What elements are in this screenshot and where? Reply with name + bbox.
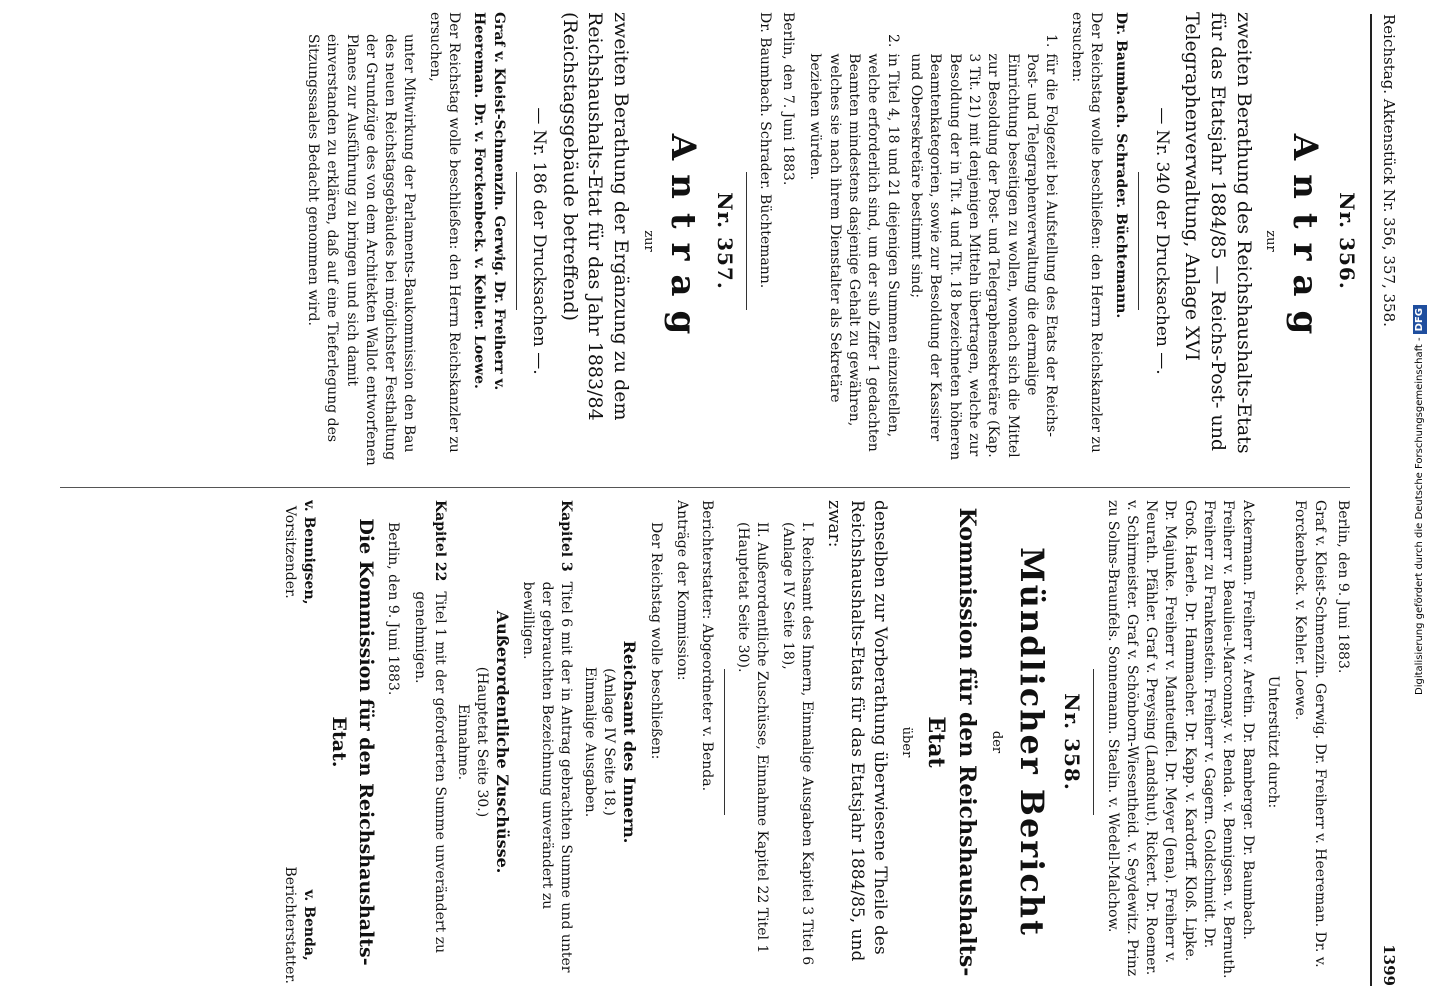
doc356-authors: Dr. Baumbach. Schrader. Büchtemann. [1113, 12, 1130, 319]
doc358-sec2-title: Außerordentliche Zuschüsse. [493, 610, 513, 874]
document-356 [755, 12, 1360, 470]
left-column [10, 12, 1360, 470]
doc358-berichterstatter: Berichterstatter: Abgeordneter v. Benda. [698, 500, 715, 792]
doc358-number: Nr. 358. [1060, 693, 1085, 791]
doc356-intro: Der Reichstag wolle beschließen: den Herrn Reichskanzler zu ersuchen: [1068, 12, 1104, 453]
doc358-kommission: Kommission für den Reichshaushalts-Etat [923, 507, 980, 977]
separator-rule [1093, 669, 1094, 814]
digitization-credit [1406, 0, 1430, 1000]
doc357-authors: Graf v. Kleist-Schmenzin. Gerwig. Dr. Freiherr v. Heereman. Dr. v. Forckenbeck. v. Kehler. Loewe. [471, 12, 507, 391]
doc358-sec1-title: Reichsamt des Innern. [619, 640, 639, 844]
doc358-der: der [989, 730, 1005, 754]
signature-reporter [280, 866, 319, 984]
doc358-closing: Die Kommission für den Reichshaushalts-Etat. [328, 518, 377, 966]
doc356-date: Berlin, den 7. Juni 1883. [780, 12, 797, 186]
dfg-logo: DFG [1413, 305, 1427, 334]
doc358-sec1-sub: (Anlage IV Seite 18.) [600, 668, 617, 816]
doc356-number: Nr. 356. [1335, 192, 1359, 290]
doc358-kapitel-22 [410, 500, 449, 984]
doc357-body: unter Mitwirkung der Parlaments-Baukommission den Bau des neuen Reichstagsgebäudes bei möglichster Festhaltung der Grundzüge des von dem Architekten Wallot entworfenen Planes zur Ausführung zu bringen und sich damit einverstanden zu erklären, daß auf eine Tieferlegung des Sitzungssaales Bedacht genommen wird. [304, 34, 418, 466]
reporter-name: v. Benda, [301, 889, 318, 961]
doc357-title: zweiten Berathung der Ergänzung zu dem Reichshaushalts-Etat für das Jahr 1883/84 (Reichstagsgebäude betreffend) [558, 12, 633, 421]
doc358-sec2-sub2: Einnahme. [454, 703, 471, 781]
doc357-intro: Der Reichstag wolle beschließen: den Herrn Reichskanzler zu ersuchen, [426, 12, 463, 453]
doc357-date: Berlin, den 9. Juni 1883. [1335, 500, 1351, 674]
doc358-list-2: II. Außerordentliche Zuschüsse, Einnahme Kapitel 22 Titel 1 (Hauptetat Seite 30). [735, 522, 771, 954]
doc356-item-1: 1. für die Folgezeit bei Aufstellung des Etats der Reichs-Post- und Telegraphenverwaltung die dermalige Einrichtung beseitigen zu wollen, wonach sich die Mittel zur Besoldung der Post- und Telegraphensekretäre (Kap. 3 Tit. 21) mit denjenigen Mitteln übertragen, welche zur Besoldung der in Tit. 4 und Tit. 18 bezeichneten höheren Beamtenkategorien, sowie zur Besoldung der Kassirer und Obersekretäre bestimmt sind; [906, 12, 1061, 470]
chair-name: v. Bennigsen, [301, 500, 318, 605]
separator-rule [1138, 172, 1139, 309]
doc358-kapitel-3 [517, 500, 575, 984]
doc356-item-2-text: in Titel 4, 18 und 21 diejenigen Summen einzustellen, welche erforderlich sind, um der sub Ziffer 1 gedachten Beamten mindestens dasjenige Gehalt zu gewähren, welches sie nach ihrem Dienstalter als Sekretäre beziehen würden. [807, 53, 901, 452]
doc358-sec2-sub: (Hauptetat Seite 30.) [474, 666, 491, 818]
reporter-role: Berichterstatter. [281, 866, 298, 984]
right-column [10, 500, 1360, 984]
kapitel-22-text: Titel 1 mit der geforderten Summe unverändert zu genehmigen. [412, 591, 448, 954]
doc357-antrag-heading: Antrag [662, 133, 703, 349]
separator-rule [724, 669, 725, 814]
document-358 [280, 500, 1086, 984]
doc358-signatures [280, 500, 319, 984]
document-357 [303, 12, 738, 470]
doc358-list-1: I. Reichsamt des Innern, Einmalige Ausgaben Kapitel 3 Titel 6 (Anlage IV Seite 18), [779, 522, 816, 966]
doc356-subtitle: — Nr. 340 der Drucksachen —. [1151, 107, 1172, 375]
page-number: 1399 [1380, 944, 1398, 986]
doc358-date: Berlin, den 9. Juni 1883. [384, 522, 401, 696]
doc357-signers: Graf v. Kleist-Schmenzin. Gerwig. Dr. Freiherr v. Heereman. Dr. v. Forckenbeck. v. Kehler. Loewe. [1292, 500, 1328, 968]
credit-text: Digitalisierung gefördert durch die Deutsche Forschungsgemeinschaft - [1414, 337, 1425, 695]
doc356-antrag-heading: Antrag [1285, 133, 1326, 349]
doc358-title: denselben zur Vorberathung überwiesene Theile des Reichshaushalts-Etats für das Etatsjahr 1884/85, und zwar: [824, 500, 890, 962]
doc358-ueber: über [898, 726, 914, 758]
kapitel-3-text: Titel 6 mit der in Antrag gebrachten Summe und unter der gebrauchten Bezeichnung unverändert zu bewilligen. [519, 581, 575, 973]
doc358-intro: Der Reichstag wolle beschließen: [648, 522, 665, 760]
doc357-supporters: Ackermann. Freiherr v. Aretin. Dr. Bamberger. Dr. Baumbach. Freiherr v. Beaulieu-Marconnay. v. Benda. v. Bennigsen. v. Bernuth. Freiherr zu Frankenstein. Freiherr v. Gagern. Goldschmidt. Dr. Groß. Haerle. Dr. Hammacher. Dr. Kapp. v. Kardorff. Kloß. Lipke. Dr. Majunke. Freiherr v. Manteuffel. Dr. Meyer (Jena). Freiherr v. Neurath. Pfähler. Graf v. Preysing (Landshut). Rickert. Dr. Roemer. v. Schirmeister. Graf v. Schönborn-Wiesentheid. v. Seydewitz. Prinz zu Solms-Braunfels. Sonnemann. Staelin. v. Wedell-Malchow. [1104, 500, 1256, 979]
document-357-continued [1102, 500, 1352, 984]
kapitel-22-label: Kapitel 22 [431, 500, 448, 582]
page-header [1370, 14, 1406, 986]
separator-rule [516, 172, 517, 309]
column-divider [60, 487, 1350, 488]
chair-role: Vorsitzender. [281, 505, 298, 599]
doc358-antraege: Anträge der Kommission: [673, 500, 690, 681]
doc356-item-2: 2. in Titel 4, 18 und 21 diejenigen Summen einzustellen, welche erforderlich sind, um der sub Ziffer 1 gedachten Beamten mindestens dasjenige Gehalt zu gewähren, welches sie nach ihrem Dienstalter als Sekretäre beziehen würden. [805, 12, 902, 470]
doc356-title: zweiten Berathung des Reichshaushalts-Etats für das Etatsjahr 1884/85 — Reichs-Post- und Telegraphenverwaltung, Anlage XVI [1181, 12, 1255, 454]
doc357-number: Nr. 357. [712, 192, 737, 290]
doc357-supported-label: Unterstützt durch: [1265, 675, 1282, 809]
doc358-bericht-heading: Mündlicher Bericht [1012, 547, 1051, 937]
separator-rule [746, 172, 747, 309]
running-head: Reichstag. Aktenstück Nr. 356, 357, 358. [1380, 14, 1398, 327]
doc356-item-1-text: für die Folgezeit bei Aufstellung des Etats der Reichs-Post- und Telegraphenverwaltung die dermalige Einrichtung beseitigen zu wollen, wonach sich die Mittel zur Besoldung der Post- und Telegraphensekretäre (Kap. 3 Tit. 21) mit denjenigen Mitteln übertragen, welche zur Besoldung der in Tit. 4 und Tit. 18 bezeichneten höheren Beamtenkategorien, sowie zur Besoldung der Kassirer und Obersekretäre bestimmt sind; [908, 53, 1060, 461]
doc356-zur: zur [1263, 230, 1279, 252]
doc358-sec1-sub2: Einmalige Ausgaben. [581, 666, 598, 818]
doc357-zur: zur [641, 230, 657, 252]
doc356-signers: Dr. Baumbach. Schrader. Büchtemann. [756, 12, 773, 289]
doc357-subtitle: — Nr. 186 der Drucksachen —. [529, 107, 550, 375]
kapitel-3-label: Kapitel 3 [558, 500, 575, 572]
signature-chair [280, 500, 319, 605]
